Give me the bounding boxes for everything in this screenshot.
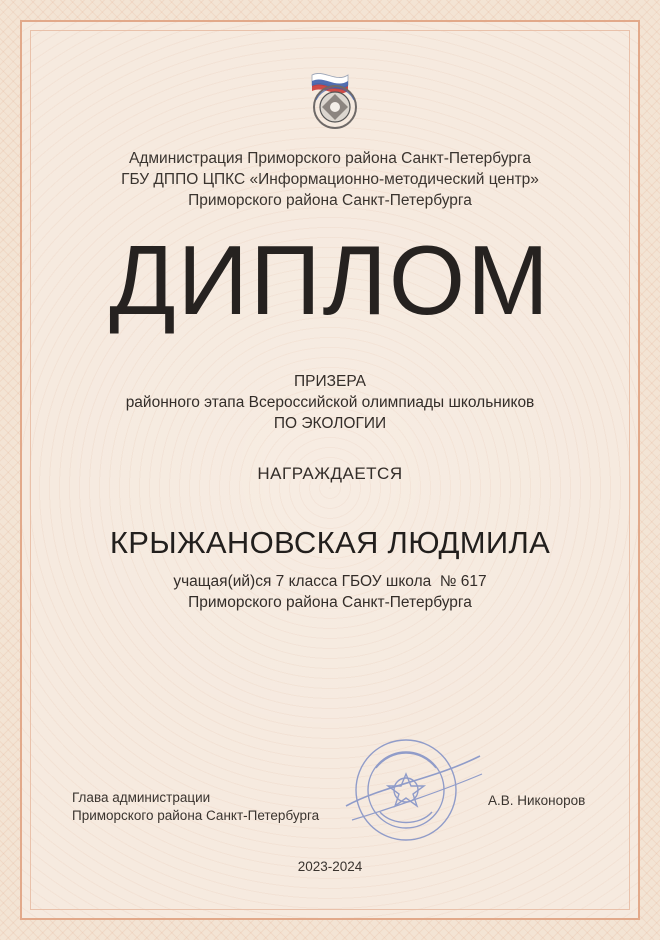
document-title: ДИПЛОМ [109,225,551,335]
recipient-school-line: учащая(ий)ся 7 класса ГБОУ школа № 617 [173,573,487,590]
award-line: ПРИЗЕРА [294,373,366,390]
award-block [0,371,660,434]
award-line: ПО ЭКОЛОГИИ [273,415,387,432]
recipient-details [0,571,660,613]
recipient-name: КРЫЖАНОВСКАЯ ЛЮДМИЛА [109,525,551,560]
issuer-line: Администрация Приморского района Санкт-Петербурга [129,150,531,167]
signer-position-line: Глава администрации [72,790,211,805]
olympiad-emblem-icon [302,67,368,133]
issuer-block [0,148,660,211]
signer-position [72,789,372,825]
academic-year: 2023-2024 [297,859,363,874]
award-line: районного этапа Всероссийской олимпиады школьников [125,394,535,411]
signer-name: А.В. Никоноров [488,793,586,808]
recipient-district-line: Приморского района Санкт-Петербурга [188,594,472,611]
awarded-label: НАГРАЖДАЕТСЯ [257,464,403,483]
issuer-line: Приморского района Санкт-Петербурга [188,192,472,209]
official-stamp-icon [322,728,487,846]
issuer-line: ГБУ ДППО ЦПКС «Информационно-методический центр» [121,171,539,188]
signer-position-line: Приморского района Санкт-Петербурга [72,808,320,823]
